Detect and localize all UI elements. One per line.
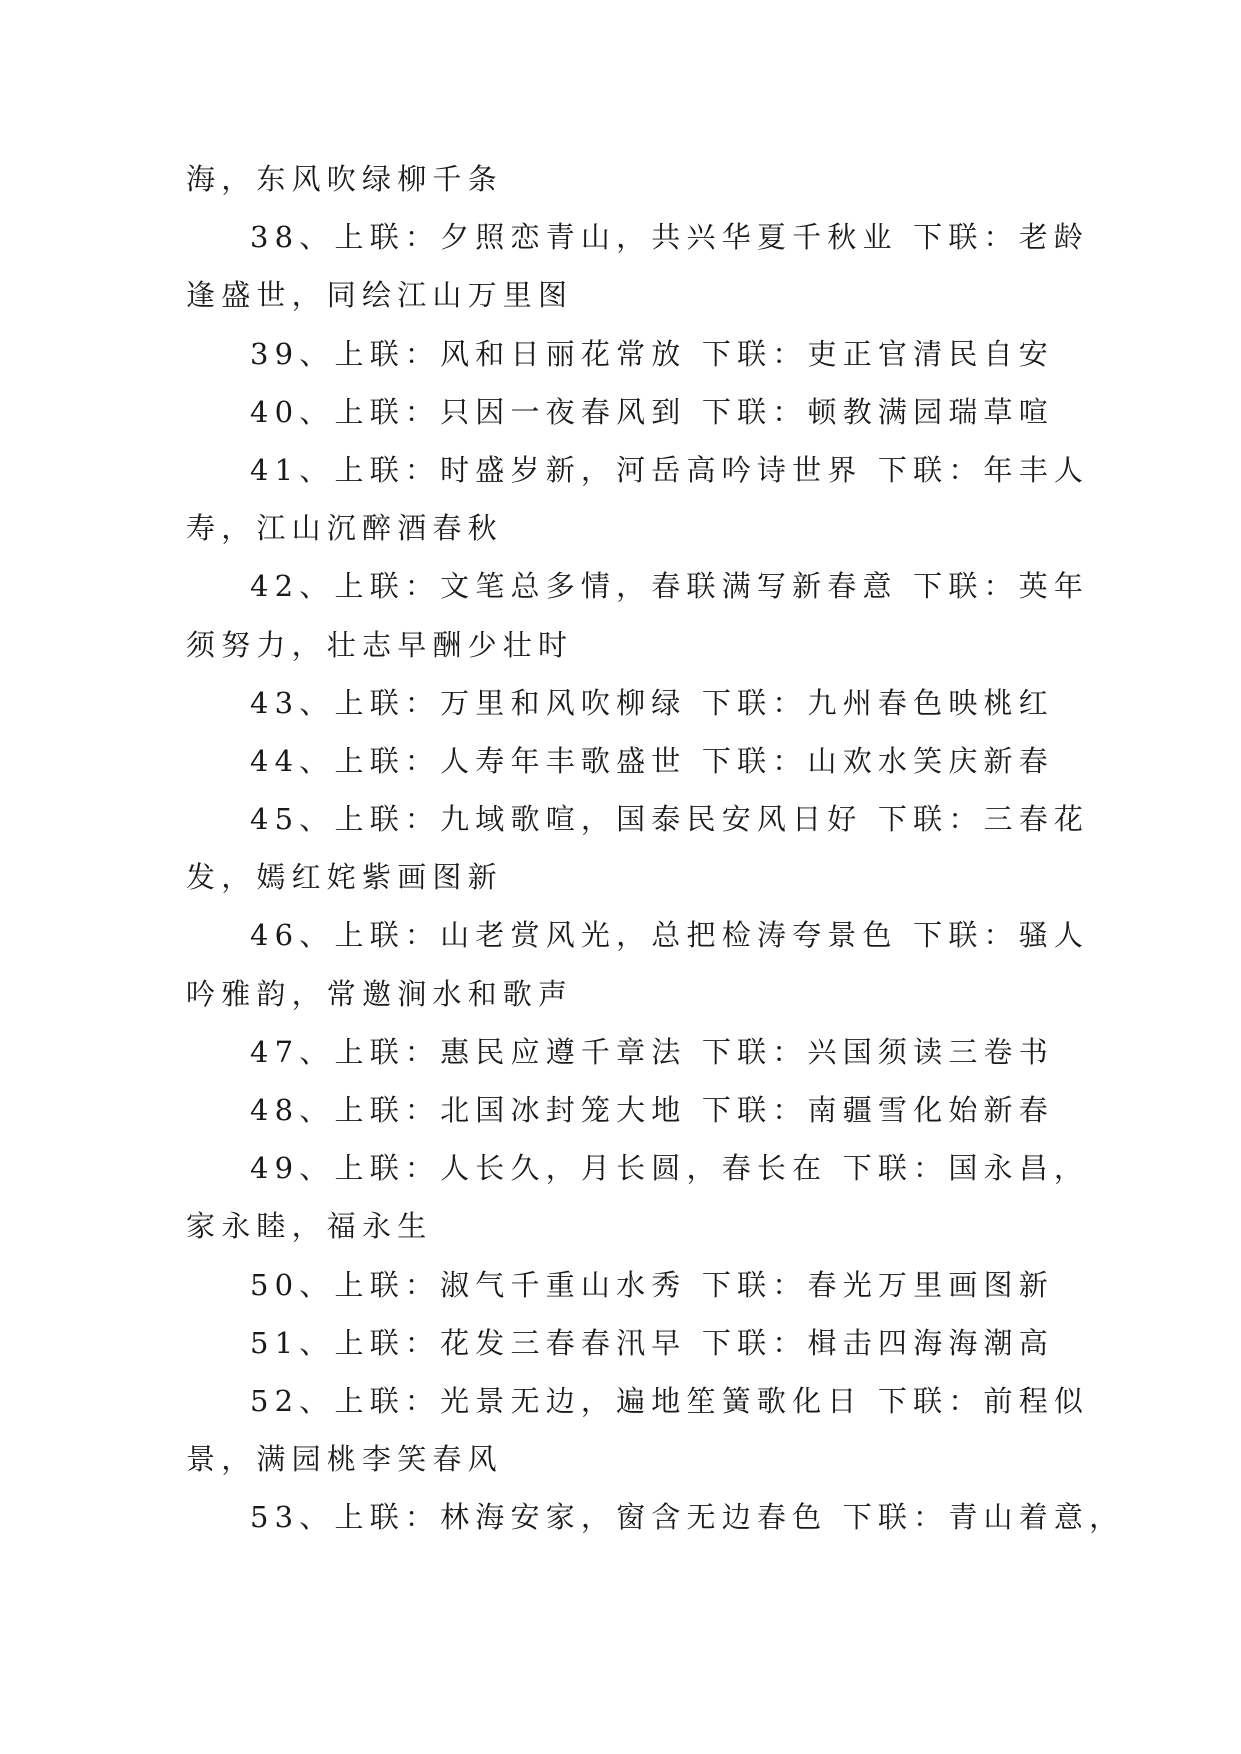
couplet-53: 53、上联：林海安家，窗含无边春色 下联：青山着意，: [250, 1500, 1125, 1535]
text-line: 家永睦，福永生: [186, 1209, 433, 1244]
document-body: [186, 150, 1125, 1547]
couplet-49: 49、上联：人长久，月长圆，春长在 下联：国永昌，: [250, 1151, 1090, 1186]
couplet-40: 40、上联：只因一夜春风到 下联：顿教满园瑞草喧: [250, 394, 1054, 429]
text-line: 景，满园桃李笑春风: [186, 1442, 503, 1477]
couplet-45: 45、上联：九域歌喧，国泰民安风日好 下联：三春花: [250, 802, 1090, 837]
couplet-38: 38、上联：夕照恋青山，共兴华夏千秋业 下联：老龄: [250, 220, 1090, 255]
couplet-48: 48、上联：北国冰封笼大地 下联：南疆雪化始新春: [250, 1093, 1054, 1127]
couplet-42: 42、上联：文笔总多情，春联满写新春意 下联：英年: [250, 569, 1090, 604]
couplet-39: 39、上联：风和日丽花常放 下联：吏正官清民自安: [250, 336, 1054, 371]
couplet-44: 44、上联：人寿年丰歌盛世 下联：山欢水笑庆新春: [250, 743, 1054, 778]
text-line: 逢盛世，同绘江山万里图: [186, 278, 574, 313]
text-line: 寿，江山沉醉酒春秋: [186, 511, 503, 546]
couplet-52: 52、上联：光景无边，遍地笙簧歌化日 下联：前程似: [250, 1383, 1090, 1418]
text-line: 海，东风吹绿柳千条: [186, 162, 503, 196]
couplet-41: 41、上联：时盛岁新，河岳高吟诗世界 下联：年丰人: [250, 452, 1090, 487]
couplet-43: 43、上联：万里和风吹柳绿 下联：九州春色映桃红: [250, 685, 1054, 720]
couplet-50: 50、上联：淑气千重山水秀 下联：春光万里画图新: [250, 1267, 1054, 1302]
couplet-46: 46、上联：山老赏风光，总把检涛夸景色 下联：骚人: [250, 918, 1090, 953]
text-line: 发，嫣红姹紫画图新: [186, 860, 503, 895]
couplet-51: 51、上联：花发三春春汛早 下联：楫击四海海潮高: [250, 1325, 1054, 1360]
text-line: 吟雅韵，常邀涧水和歌声: [186, 976, 574, 1011]
text-line: 须努力，壮志早酬少壮时: [186, 627, 574, 662]
couplet-47: 47、上联：惠民应遵千章法 下联：兴国须读三卷书: [250, 1034, 1054, 1069]
